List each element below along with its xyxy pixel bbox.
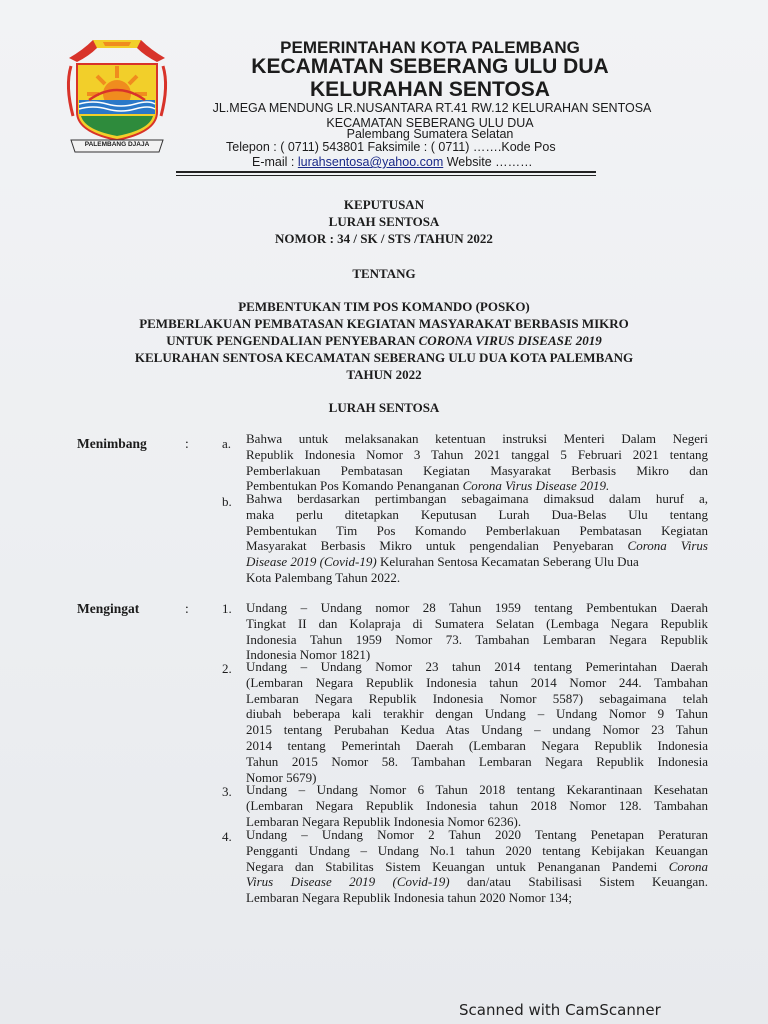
letterhead-phone: Telepon : ( 0711) 543801 Faksimile : ( 0711) …….Kode Pos [226,140,556,154]
text-italic: Virus Disease 2019 (Covid-19) [246,874,450,890]
letterhead-email-line [252,155,533,169]
text-line: maka perlu ditetapkan Keputusan Lurah Dua-Belas Ulu tentang [246,506,708,522]
mengingat-2-text [246,659,708,785]
mengingat-3-marker: 3. [222,784,232,799]
text-line: Nomor 5679) [246,769,317,785]
mengingat-colon: : [185,601,189,616]
text-line: 2014 tentang Pemerintah Daerah (Lembaran Negara Republik Indonesia [246,737,708,753]
text-italic: Disease 2019 (Covid-19) [246,554,377,570]
title-line-2: PEMBERLAKUAN PEMBATASAN KEGIATAN MASYARAKAT BERBASIS MIKRO [139,316,629,331]
menimbang-b-text [246,491,708,586]
doc-issuer: LURAH SENTOSA [328,214,440,229]
menimbang-colon: : [185,436,189,451]
text-line: Undang – Undang nomor 28 Tahun 1959 tentang Pembentukan Daerah [246,600,708,615]
mengingat-2-marker: 2. [222,661,232,676]
text-line: Lembaran Negara Republik Indonesia Nomor 6236). [246,813,522,829]
text-line: (Lembaran Negara Republik Indonesia tahun 2014 Nomor 244. Tambahan [246,674,708,690]
letterhead-city: Palembang Sumatera Selatan [346,127,514,141]
text-line: Kota Palembang Tahun 2022. [246,569,401,585]
doc-number: NOMOR : 34 / SK / STS /TAHUN 2022 [275,231,493,246]
text-italic: Corona [668,858,708,874]
letterhead-district: KECAMATAN SEBERANG ULU DUA [326,116,534,130]
menimbang-label: Menimbang [77,436,147,451]
title-line-4: KELURAHAN SENTOSA KECAMATAN SEBERANG ULU DUA KOTA PALEMBANG [134,350,634,365]
text-line [246,859,708,875]
title-line-3 [0,333,768,349]
title-line-1: PEMBENTUKAN TIM POS KOMANDO (POSKO) [238,299,530,314]
text-line: Pemberlakuan Pembatasan Kegiatan Masyarakat Berbasis Mikro dan [246,462,708,478]
text-line: diubah beberapa kali terakhir dengan Undang – Undang Nomor 9 Tahun [246,706,708,722]
text-line: 2015 tentang Perubahan Kedua Atas Undang – undang Nomor 23 Tahun [246,722,708,738]
text-line: (Lembaran Negara Republik Indonesia tahun 2018 Nomor 128. Tambahan [246,797,708,813]
email-label: E-mail : [252,155,298,169]
website-label: Website ……… [443,155,533,169]
menimbang-b-marker: b. [222,494,232,509]
text-line: Indonesia Nomor 1821) [246,647,371,663]
text-span: Pembentukan Pos Komando Penanganan [246,478,463,494]
letterhead-kecamatan: KECAMATAN SEBERANG ULU DUA [251,55,609,78]
text-line: Undang – Undang Nomor 23 tahun 2014 tentang Pemerintahan Daerah [246,659,708,674]
text-line: Tingkat II dan Kolapraja di Sumatera Selatan (Lembaga Negara Republik [246,615,708,631]
text-line: Undang – Undang Nomor 6 Tahun 2018 tentang Kekarantinaan Kesehatan [246,782,708,797]
mengingat-4-marker: 4. [222,829,232,844]
text-line: Lembaran Negara Republik Indonesia Nomor 5587) sebagaimana telah [246,690,708,706]
doc-type: KEPUTUSAN [343,197,425,212]
text-italic: Corona Virus [627,538,708,554]
text-line: Pengganti Undang – Undang No.1 tahun 2020 tentang Kebijakan Keuangan [246,842,708,858]
signer-heading: LURAH SENTOSA [328,400,440,415]
letterhead-kelurahan: KELURAHAN SENTOSA [310,78,550,101]
letterhead-rule-thin [176,175,596,176]
title-line-3-text: UNTUK PENGENDALIAN PENYEBARAN [166,333,419,348]
menimbang-a-text [246,431,708,494]
letterhead-government: PEMERINTAHAN KOTA PALEMBANG [280,38,580,57]
tentang-heading: TENTANG [352,266,416,281]
text-span: dan/atau Stabilisasi Sistem Keuangan. [449,874,708,890]
text-line: Indonesia Tahun 1959 Nomor 73. Tambahan Lembaran Negara Republik [246,631,708,647]
text-line: Lembaran Negara Republik Indonesia tahun 2020 Nomor 134; [246,890,572,906]
title-line-3-italic: CORONA VIRUS DISEASE 2019 [418,333,602,348]
letterhead-address: JL.MEGA MENDUNG LR.NUSANTARA RT.41 RW.12 KELURAHAN SENTOSA [212,101,652,115]
text-line: Republik Indonesia Nomor 3 Tahun 2021 tanggal 5 Februari 2021 tentang [246,446,708,462]
mengingat-1-text [246,600,708,663]
mengingat-1-marker: 1. [222,601,232,616]
text-italic: Corona Virus Disease 2019. [462,478,610,494]
mengingat-4-text [246,827,708,906]
mengingat-label: Mengingat [77,601,140,616]
camscanner-watermark: Scanned with CamScanner [459,1001,661,1019]
text-span: Kelurahan Sentosa Kecamatan Seberang Ulu Dua [376,554,639,570]
text-line: Undang – Undang Nomor 2 Tahun 2020 Tentang Penetapan Peraturan [246,827,708,842]
text-line: Tahun 2015 Nomor 58. Tambahan Lembaran Negara Republik Indonesia [246,753,708,769]
text-line [246,874,708,890]
letterhead-rule-thick [176,171,596,173]
text-line: Bahwa berdasarkan pertimbangan sebagaimana dimaksud dalam huruf a, [246,491,708,506]
mengingat-3-text [246,782,708,829]
palembang-city-logo [63,36,171,154]
text-span: Masyarakat Berbasis Mikro untuk pengendalian Penyebaran [246,538,628,554]
text-line: Pembentukan Tim Pos Komando Pemberlakuan Pembatasan Kegiatan [246,522,708,538]
email-link[interactable]: lurahsentosa@yahoo.com [297,155,444,169]
text-line [246,538,708,554]
text-span: Negara dan Stabilitas Sistem Keuangan untuk Penanganan Pandemi [246,858,669,874]
menimbang-a-marker: a. [222,436,232,451]
title-line-5: TAHUN 2022 [346,367,422,382]
logo-ribbon-text: PALEMBANG DJAJA [84,141,150,148]
text-line [246,554,708,570]
text-line: Bahwa untuk melaksanakan ketentuan instruksi Menteri Dalam Negeri [246,431,708,446]
